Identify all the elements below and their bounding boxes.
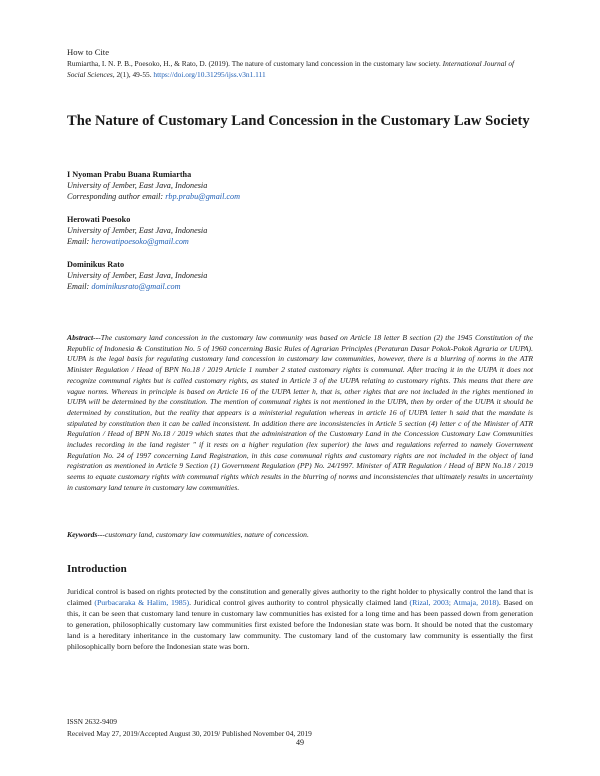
introduction-paragraph <box>67 586 533 652</box>
citation-journal: International Journal of Social Sciences <box>67 59 515 79</box>
footer <box>67 716 312 740</box>
author-2 <box>67 214 533 247</box>
abstract-text: The customary land concession in the customary law community was based on Article 18 letter B section (2) the 1945 Constitution of the Republic of Indonesia & Constitution No. 5 of 1960 concerning Basic Rules of Agrarian Principles (Peraturan Dasar Pokok-Pokok Agraria or UUPA). UUPA is the legal basis for regulating customary land concession in customary law communities, however, there is a blurring of norms in the ATR Minister Regulation / Head of BPN No.18 / 2019 Article 1 number 2 stated customary rights is communal. After tracing it in the UUPA it does not recognize communal rights but is called customary rights, as stated in Article 3 of the UUPA relating to customary rights. This means that there are vague norms. Whereas in principle is based on Article 16 of the UUPA letter h, that is, other rights that are not included in the rights mentioned in UUPA will be determined by the constitution. The mention of communal rights is not mentioned in the UUPA, then by order of the UUPA it should be determined by constitution, but the reality that appears is a ministerial regulation whereas in article 16 of UUPA letter h said that the mandate is stipulated by constitution then it can be called inconsistent. In addition there are inconsistencies in Article 5 section (4) letter c of the Minister of ATR Regulation / Head of BPN No.18 / 2019 which states that the administration of the Customary Land in the Concession Customary Law Communities includes recording in the land register " if it rests on a higher regulation (lex superior) the laws and regulations referred to namely Government Regulation No. 24 of 1997 concerning Land Registration, in this case communal rights and customary rights are not included in the object of land registration as mentioned in Article 9 Section (1) Government Regulation (PP) No. 24/1997. Minister of ATR Regulation / Head of BPN No.18 / 2019 seems to equate customary rights with communal rights which results in the blurring of norms and inconsistencies that ultimately results in uncertainty in customary land tenure in customary law communities. <box>67 333 533 492</box>
author-name: I Nyoman Prabu Buana Rumiartha <box>67 170 192 179</box>
intro-text-3: . Based on this, it can be seen that customary land tenure in customary law communities has existed for a long time and has been passed down from generation to generation, philosophically customary law communities first existed before the Indonesian state was born. It should be noted that the customary land is a hereditary inheritance in the customary law community. The customary land of the customary law community is essentially the first philosophically born before the Indonesian state was born. <box>67 598 534 651</box>
author-email-line <box>67 281 533 292</box>
citation-text: Rumiartha, I. N. P. B., Poesoko, H., & Rato, D. (2019). The nature of customary land concession in the customary law society. <box>67 59 443 68</box>
email-label: Email: <box>67 237 92 246</box>
email-label: Corresponding author email: <box>67 192 166 201</box>
keywords-label: Keywords--- <box>67 530 105 539</box>
intro-text-1: Juridical control is based on rights protected by the constitution and generally gives authority to the right holder to physically control the land that is claimed <box>67 587 533 607</box>
author-email-link[interactable]: rbp.prabu@gmail.com <box>165 192 241 201</box>
abstract-label: Abstract--- <box>67 333 101 342</box>
email-label: Email: <box>67 282 92 291</box>
author-affiliation: University of Jember, East Java, Indonesia <box>67 271 208 280</box>
author-email-line <box>67 191 533 202</box>
citation-volume: , 2(1), 49-55. <box>112 70 154 79</box>
author-email-line <box>67 236 533 247</box>
author-affiliation: University of Jember, East Java, Indonesia <box>67 226 208 235</box>
keywords-text: customary land, customary law communities, nature of concession. <box>104 530 309 539</box>
paper-title: The Nature of Customary Land Concession in the Customary Law Society <box>67 113 530 129</box>
author-1 <box>67 169 533 202</box>
reference-link[interactable]: (Purbacaraka & Halim, 1985) <box>94 598 190 607</box>
author-email-link[interactable]: dominikusrato@gmail.com <box>91 282 181 291</box>
page-number: 49 <box>296 738 304 747</box>
doi-link[interactable]: https://doi.org/10.31295/ijss.v3n1.111 <box>153 70 266 79</box>
how-to-cite-label: How to Cite <box>67 47 110 57</box>
section-heading-introduction: Introduction <box>67 563 127 575</box>
author-3 <box>67 259 533 292</box>
author-affiliation: University of Jember, East Java, Indonesia <box>67 181 208 190</box>
author-email-link[interactable]: herowatipoesoko@gmail.com <box>91 237 189 246</box>
abstract <box>67 333 533 494</box>
keywords <box>67 530 533 539</box>
reference-link[interactable]: (Rizal, 2003; Atmaja, 2018) <box>409 598 499 607</box>
issn: ISSN 2632-9409 <box>67 717 117 726</box>
intro-text-2: . Juridical control gives authority to control physically claimed land <box>189 598 410 607</box>
publication-dates: Received May 27, 2019/Accepted August 30, 2019/ Published November 04, 2019 <box>67 729 312 738</box>
author-name: Herowati Poesoko <box>67 215 131 224</box>
author-name: Dominikus Rato <box>67 260 125 269</box>
citation <box>67 58 533 80</box>
